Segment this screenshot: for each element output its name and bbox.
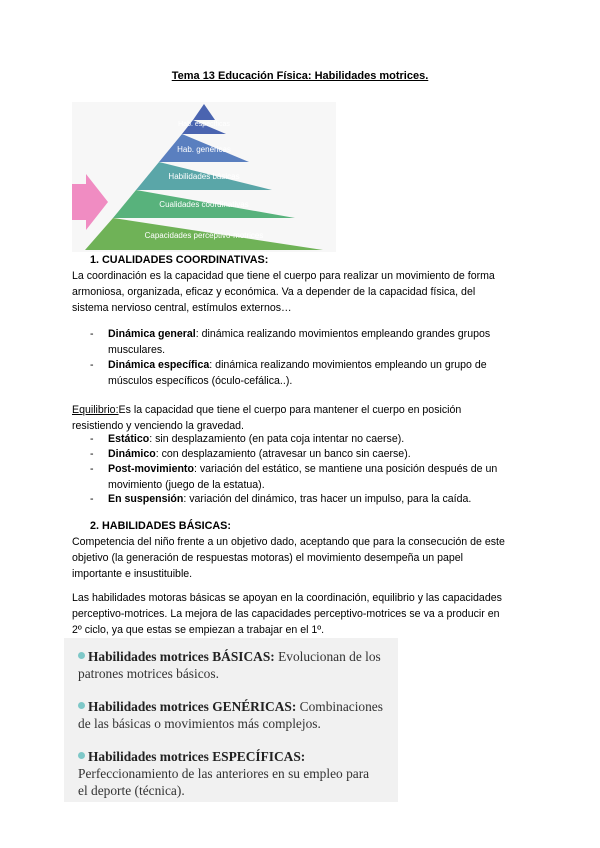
habilidad-title: Habilidades motrices BÁSICAS: — [88, 649, 275, 664]
text-line: 2º ciclo, ya que estas se empiezan a trabajar en el 1º. — [72, 624, 325, 636]
habilidad-desc-cont: de las básicas o movimientos más complejos. — [78, 716, 321, 731]
dash-bullet: - — [90, 328, 94, 340]
habilidad-genericas — [78, 698, 394, 732]
habilidades-basicas-paragraph — [72, 590, 526, 638]
term: En suspensión — [108, 493, 184, 505]
text-line: Las habilidades motoras básicas se apoyan en la coordinación, equilibrio y las capacidades — [72, 592, 502, 604]
pyramid-figure — [72, 102, 336, 252]
term: Estático — [108, 433, 150, 445]
list-item-dinamica-general — [90, 326, 526, 358]
term: Dinámica general — [108, 328, 196, 340]
competencia-paragraph — [72, 534, 526, 582]
section-1-heading: 1. CUALIDADES COORDINATIVAS: — [90, 254, 269, 266]
text-line: resistiendo y venciendo la gravedad. — [72, 420, 244, 432]
section-2-heading: 2. HABILIDADES BÁSICAS: — [90, 520, 231, 532]
habilidad-desc: Combinaciones — [296, 699, 383, 714]
pyramid-label-4: Cualidades coordinativas — [159, 200, 249, 209]
definition-cont: músculos específicos (óculo-cefálica..). — [108, 375, 293, 387]
term: Dinámico — [108, 448, 156, 460]
term: Post-movimiento — [108, 463, 194, 475]
habilidad-title: Habilidades motrices ESPECÍFICAS: — [88, 749, 306, 764]
text-line: Competencia del niño frente a un objetivo dado, aceptando que para la consecución de este — [72, 536, 505, 548]
habilidad-desc-cont: el deporte (técnica). — [78, 783, 185, 798]
list-item-dinamico — [90, 446, 526, 462]
definition: : variación del estático, se mantiene una posición después de un — [193, 463, 498, 475]
habilidades-figure — [64, 638, 398, 802]
pyramid-label-5: Capacidades perceptivo-motrices — [144, 231, 264, 240]
definition: : variación del dinámico, tras hacer un impulso, para la caída. — [183, 493, 472, 505]
list-item-estatico — [90, 431, 526, 447]
pyramid-label-3: Habilidades básicas — [168, 172, 240, 181]
text-line: importante e insustituible. — [72, 568, 193, 580]
text-line: perceptivo-motrices. La mejora de las capacidades perceptivo-motrices se va a producir en — [72, 608, 500, 620]
list-item-en-suspension — [90, 491, 526, 507]
pyramid-svg — [72, 102, 336, 252]
habilidad-desc: Evolucionan de los — [274, 649, 381, 664]
term: Dinámica específica — [108, 359, 210, 371]
dash-bullet: - — [90, 359, 94, 371]
dash-bullet: - — [90, 448, 94, 460]
equilibrio-term: Equilibrio: — [72, 404, 119, 416]
definition-cont: musculares. — [108, 344, 166, 356]
habilidad-title: Habilidades motrices GENÉRICAS: — [88, 699, 297, 714]
habilidad-desc-cont: patrones motrices básicos. — [78, 666, 219, 681]
equilibrio-paragraph — [72, 402, 526, 434]
text-line: sistema nervioso central, estímulos externos… — [72, 302, 292, 314]
text-line: Es la capacidad que tiene el cuerpo para mantener el cuerpo en posición — [118, 404, 462, 416]
pyramid-level-1 — [193, 104, 215, 120]
pyramid-label-1: Hab. específicas — [178, 121, 230, 128]
definition-cont: movimiento (juego de la estatua). — [108, 479, 265, 491]
text-line: La coordinación es la capacidad que tiene el cuerpo para realizar un movimiento de forma — [72, 270, 495, 282]
dash-bullet: - — [90, 433, 94, 445]
definition: : dinámica realizando movimientos empleando un grupo de — [209, 359, 487, 371]
habilidad-desc-cont: Perfeccionamiento de las anteriores en su empleo para — [78, 766, 370, 781]
arrow-icon — [72, 174, 108, 230]
dash-bullet: - — [90, 463, 94, 475]
text-line: objetivo (la generación de respuestas motoras) el movimiento desempeña un papel — [72, 552, 464, 564]
pyramid-label-2: Hab. genéricas — [177, 145, 231, 154]
text-line: armoniosa, organizada, eficaz y económica. Va a depender de la capacidad física, del — [72, 286, 476, 298]
definition: : sin desplazamiento (en pata coja intentar no caerse). — [149, 433, 405, 445]
definition: : con desplazamiento (atravesar un banco sin caerse). — [155, 448, 411, 460]
list-item-dinamica-especifica — [90, 357, 526, 389]
definition: : dinámica realizando movimientos empleando grandes grupos — [195, 328, 491, 340]
dash-bullet: - — [90, 493, 94, 505]
coordination-paragraph — [72, 268, 526, 316]
bullet-dot-icon — [78, 752, 85, 759]
list-item-post-movimiento — [90, 461, 526, 493]
bullet-dot-icon — [78, 702, 85, 709]
habilidad-basicas — [78, 648, 394, 682]
page-title: Tema 13 Educación Física: Habilidades motrices. — [171, 70, 429, 82]
bullet-dot-icon — [78, 652, 85, 659]
habilidad-especificas — [78, 748, 394, 799]
